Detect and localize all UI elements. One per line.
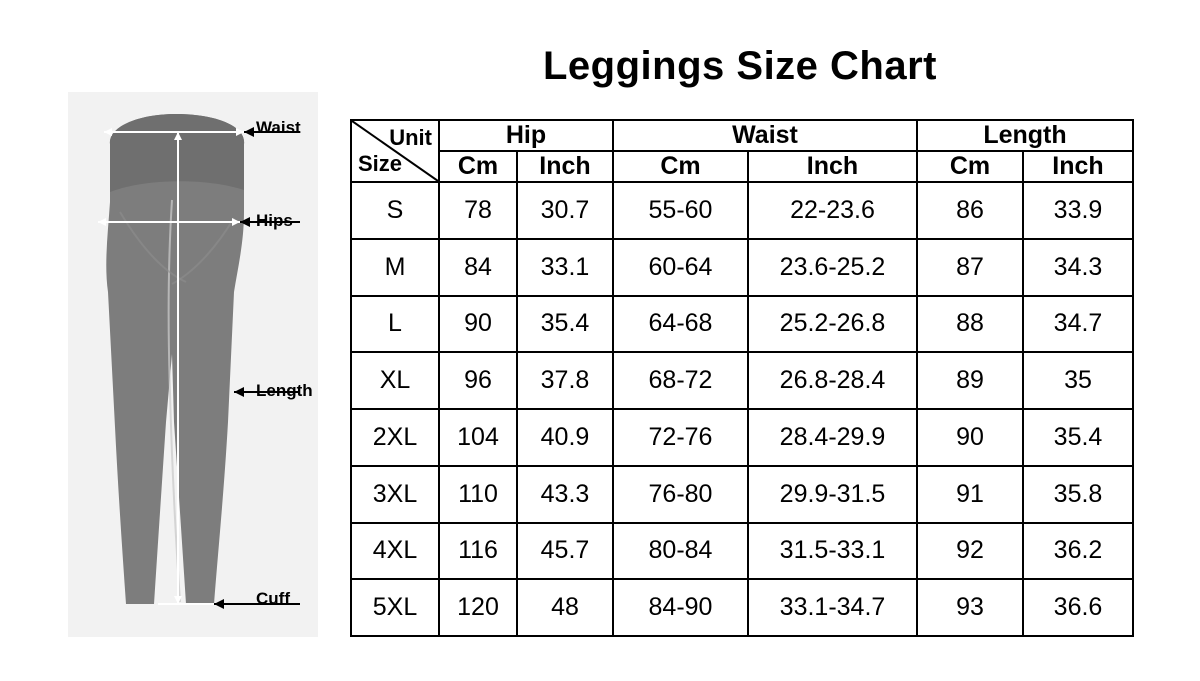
cell-waist-cm: 76-80: [613, 466, 748, 523]
cell-hip-cm: 90: [439, 296, 517, 353]
corner-unit-label: Unit: [389, 125, 432, 150]
page-title: Leggings Size Chart: [543, 44, 937, 88]
cell-length-inch: 36.6: [1023, 579, 1133, 636]
sub-header-waist-inch: Inch: [748, 151, 917, 182]
cell-waist-inch: 33.1-34.7: [748, 579, 917, 636]
size-chart-table: [350, 119, 1134, 637]
cell-length-cm: 93: [917, 579, 1023, 636]
corner-unit-size-cell: [351, 120, 439, 182]
cell-size: XL: [351, 352, 439, 409]
table-header-row-groups: [351, 120, 1133, 151]
cell-waist-cm: 84-90: [613, 579, 748, 636]
cell-waist-inch: 26.8-28.4: [748, 352, 917, 409]
cell-hip-inch: 45.7: [517, 523, 613, 580]
group-header-waist: Waist: [613, 120, 917, 151]
label-length: Length: [256, 381, 313, 400]
cell-length-inch: 35: [1023, 352, 1133, 409]
cell-waist-inch: 25.2-26.8: [748, 296, 917, 353]
table-row: [351, 579, 1133, 636]
cell-size: 3XL: [351, 466, 439, 523]
cell-waist-inch: 22-23.6: [748, 182, 917, 239]
table-row: [351, 523, 1133, 580]
label-hips: Hips: [256, 211, 293, 230]
leggings-figure: [68, 92, 318, 637]
cell-length-inch: 33.9: [1023, 182, 1133, 239]
table-row: [351, 182, 1133, 239]
cell-waist-cm: 64-68: [613, 296, 748, 353]
cell-length-cm: 91: [917, 466, 1023, 523]
sub-header-length-cm: Cm: [917, 151, 1023, 182]
label-waist: Waist: [256, 118, 301, 137]
cell-hip-cm: 120: [439, 579, 517, 636]
cell-length-cm: 86: [917, 182, 1023, 239]
cell-waist-cm: 72-76: [613, 409, 748, 466]
table-head: [351, 120, 1133, 182]
cell-waist-inch: 29.9-31.5: [748, 466, 917, 523]
cell-hip-inch: 35.4: [517, 296, 613, 353]
cell-length-inch: 36.2: [1023, 523, 1133, 580]
cell-length-cm: 87: [917, 239, 1023, 296]
cell-hip-cm: 110: [439, 466, 517, 523]
cell-waist-cm: 68-72: [613, 352, 748, 409]
cell-hip-cm: 78: [439, 182, 517, 239]
cell-length-cm: 89: [917, 352, 1023, 409]
cell-length-inch: 34.3: [1023, 239, 1133, 296]
cell-hip-cm: 96: [439, 352, 517, 409]
label-cuff: Cuff: [256, 589, 290, 608]
cell-waist-cm: 60-64: [613, 239, 748, 296]
cell-size: S: [351, 182, 439, 239]
table-row: [351, 409, 1133, 466]
sub-header-length-inch: Inch: [1023, 151, 1133, 182]
cell-hip-inch: 43.3: [517, 466, 613, 523]
table-row: [351, 239, 1133, 296]
group-header-length: Length: [917, 120, 1133, 151]
table-row: [351, 296, 1133, 353]
cell-length-inch: 35.8: [1023, 466, 1133, 523]
cell-hip-inch: 48: [517, 579, 613, 636]
cell-hip-inch: 40.9: [517, 409, 613, 466]
table-row: [351, 466, 1133, 523]
sub-header-waist-cm: Cm: [613, 151, 748, 182]
sub-header-hip-inch: Inch: [517, 151, 613, 182]
table-row: [351, 352, 1133, 409]
table-body: [351, 182, 1133, 636]
cell-hip-inch: 30.7: [517, 182, 613, 239]
cell-size: 5XL: [351, 579, 439, 636]
group-header-hip: Hip: [439, 120, 613, 151]
table-header-row-units: [351, 151, 1133, 182]
size-chart-table-wrap: [350, 119, 1132, 637]
cell-length-cm: 88: [917, 296, 1023, 353]
cell-waist-cm: 80-84: [613, 523, 748, 580]
cell-waist-inch: 28.4-29.9: [748, 409, 917, 466]
sub-header-hip-cm: Cm: [439, 151, 517, 182]
cell-size: 2XL: [351, 409, 439, 466]
cell-waist-cm: 55-60: [613, 182, 748, 239]
cell-waist-inch: 31.5-33.1: [748, 523, 917, 580]
cell-hip-inch: 33.1: [517, 239, 613, 296]
cell-size: M: [351, 239, 439, 296]
cell-size: L: [351, 296, 439, 353]
cell-length-cm: 92: [917, 523, 1023, 580]
cell-hip-cm: 84: [439, 239, 517, 296]
cell-length-inch: 35.4: [1023, 409, 1133, 466]
corner-size-label: Size: [358, 151, 403, 176]
leggings-svg: [68, 92, 318, 637]
cell-length-cm: 90: [917, 409, 1023, 466]
cell-waist-inch: 23.6-25.2: [748, 239, 917, 296]
cell-hip-cm: 116: [439, 523, 517, 580]
cell-length-inch: 34.7: [1023, 296, 1133, 353]
cell-size: 4XL: [351, 523, 439, 580]
leggings-illustration: [68, 92, 318, 637]
cell-hip-inch: 37.8: [517, 352, 613, 409]
cell-hip-cm: 104: [439, 409, 517, 466]
